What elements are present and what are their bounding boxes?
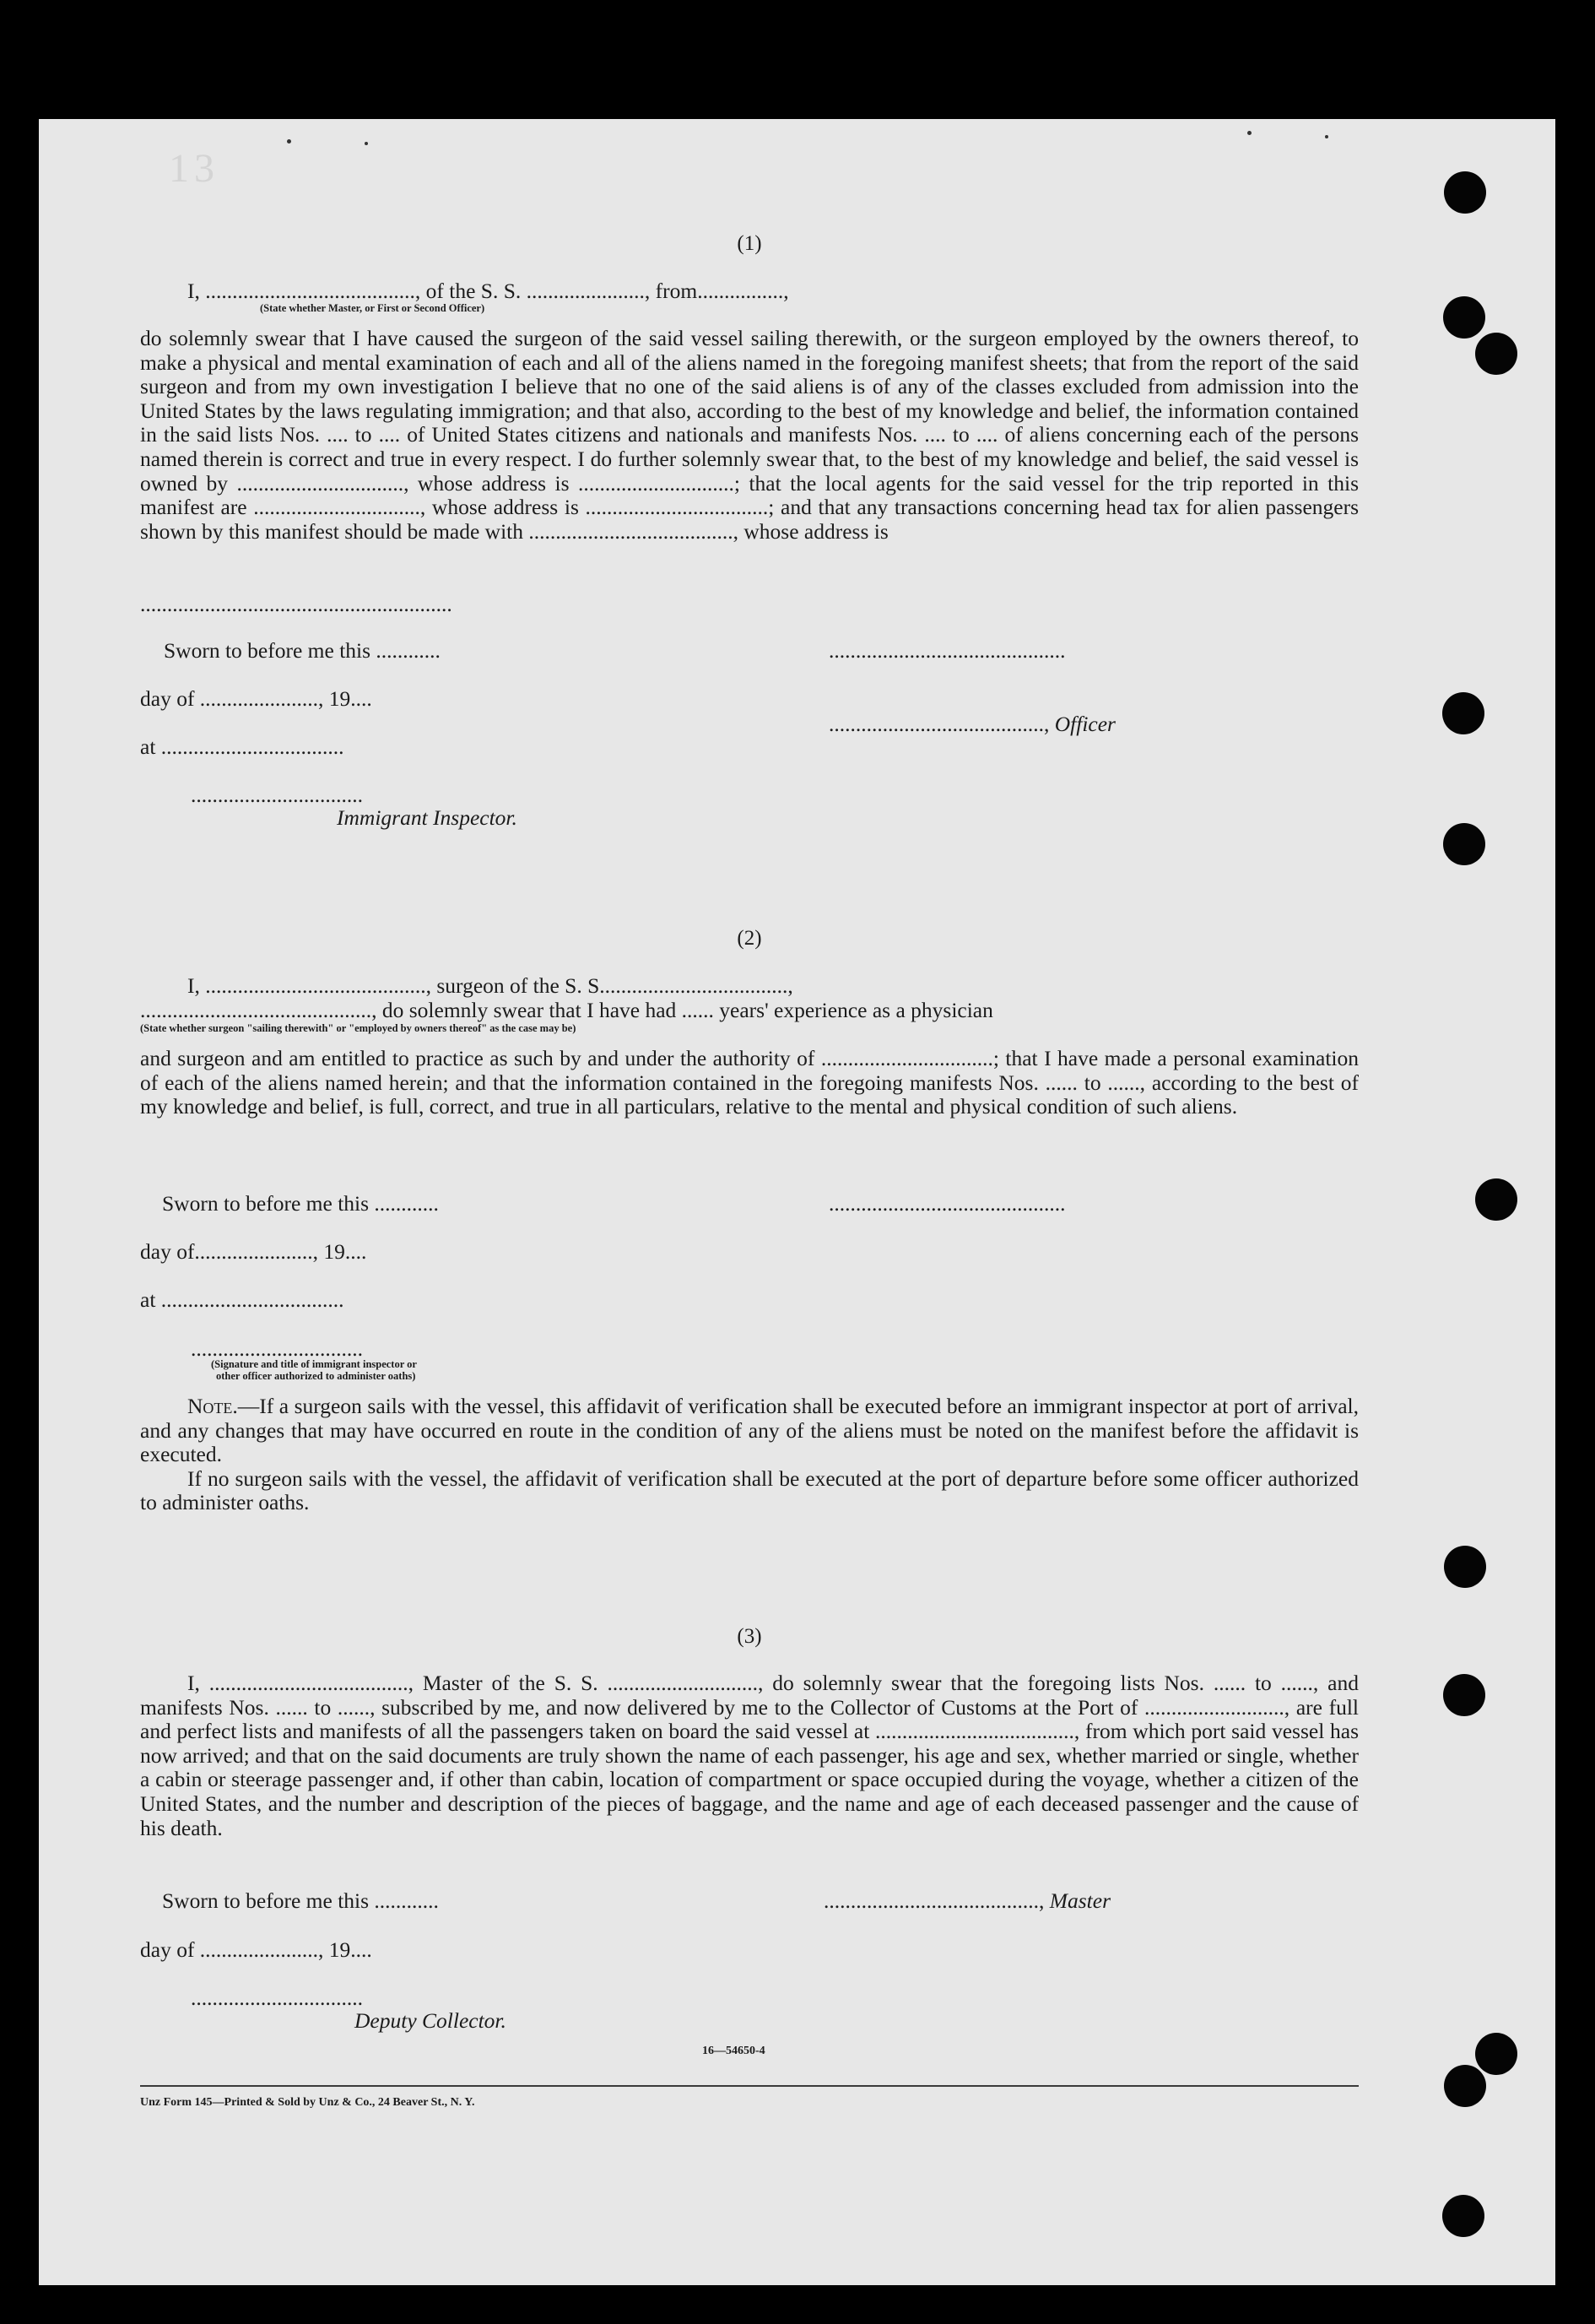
binder-hole-3	[1475, 333, 1517, 375]
scan-speck	[287, 139, 291, 144]
binder-hole-11	[1442, 2195, 1484, 2237]
binder-hole-2	[1443, 296, 1485, 339]
binder-hole-10	[1444, 2065, 1486, 2107]
affidavit2-body: and surgeon and am entitled to practice as such by and under the authority of ................................; that I have made a personal examination of each of the aliens named herein; and that the information contained in the foregoing manifests Nos. ...... to ......, according to the best of my knowledge and belief, is full, correct, and true in all particulars, relative to the mental and physical condition of such aliens.	[140, 1046, 1359, 1119]
at-line-2: at ..................................	[140, 1287, 344, 1312]
collector-label: Deputy Collector.	[354, 2008, 506, 2033]
sworn-line-3: Sworn to before me this ............	[162, 1888, 439, 1913]
scan-speck	[365, 142, 368, 145]
day-of-line-3: day of ......................, 19....	[140, 1937, 372, 1962]
sworn-line-2: Sworn to before me this ............	[162, 1191, 439, 1216]
master-label: Master	[1049, 1888, 1111, 1913]
binder-hole-9	[1475, 2033, 1517, 2075]
at-line-1: at ..................................	[140, 734, 344, 759]
binder-hole-7	[1444, 1546, 1486, 1588]
scan-speck	[1325, 135, 1328, 138]
binder-hole-4	[1442, 692, 1484, 734]
surgeon-note-paragraph: Note.—If a surgeon sails with the vessel, this affidavit of verification shall be executed before an immigrant inspector at port of arrival, and any changes that may have occurred en route in the condition of any of the aliens must be noted on the manifest before the affidavit is executed. If no surgeon sails with the vessel, the affidavit of verification shall be executed at the port of departure before some officer authorized to administer oaths.	[140, 1394, 1359, 1515]
section-number-1: (1)	[737, 232, 762, 255]
collector-dots: ................................	[191, 1985, 363, 2010]
sworn-line-1: Sworn to before me this ............	[164, 638, 441, 663]
binder-hole-6	[1475, 1178, 1517, 1221]
signature-line-2: ................................	[191, 1336, 363, 1361]
inspector-dots: ................................	[191, 783, 363, 807]
form-number: 16—54650-4	[702, 2045, 765, 2057]
affidavit1-body-end: ..........................................................	[140, 592, 452, 616]
footer-rule	[140, 2085, 1359, 2087]
signature-note-line-1: (Signature and title of immigrant inspector or	[211, 1358, 417, 1370]
signature-dots-1: ............................................	[829, 638, 1066, 663]
officer-label: Officer	[1054, 712, 1116, 736]
affidavit2-line1: I, ........................................., surgeon of the S. S...................................,	[187, 973, 793, 998]
officer-note: (State whether Master, or First or Second Officer)	[260, 302, 485, 314]
binder-hole-5	[1443, 823, 1485, 865]
section-number-2: (2)	[737, 927, 762, 950]
signature-dots-2: ............................................	[829, 1191, 1066, 1216]
printer-footer: Unz Form 145—Printed & Sold by Unz & Co., 24 Beaver St., N. Y.	[140, 2096, 475, 2109]
officer-line: ........................................, Officer	[829, 712, 1116, 736]
binder-hole-8	[1443, 1674, 1485, 1716]
signature-note-line-2: other officer authorized to administer oaths)	[216, 1370, 416, 1382]
day-of-line-2: day of......................, 19....	[140, 1239, 367, 1264]
affidavit3-body: I, ....................................., Master of the S. S. ............................, do solemnly swear that the foregoing lists Nos. ...... to ......, and manifests Nos. ...... to ......, subscribed by me, and now delivered by me to the Collector of Customs at the Port of .........................., are full and perfect lists and manifests of all the passengers taken on board the said vessel at ....................................., from which port said vessel has now arrived; and that on the said documents are truly shown the name of each passenger, his age and sex, whether married or single, whether a cabin or steerage passenger and, if other than cabin, location of compartment or space occupied during the voyage, whether a citizen of the United States, and the number and description of the pieces of baggage, and the name and age of each deceased passenger and the cause of his death.	[140, 1671, 1359, 1840]
master-line: ........................................, Master	[824, 1888, 1111, 1913]
day-of-line-1: day of ......................, 19....	[140, 686, 372, 711]
affidavit1-line1: I, ......................................., of the S. S. ......................, from................,	[187, 279, 789, 303]
faint-page-mark: 13	[169, 146, 219, 191]
affidavit2-line2: ..........................................., do solemnly swear that I have had ...... years' experience as a physician	[140, 998, 993, 1022]
affidavit1-body: do solemnly swear that I have caused the surgeon of the said vessel sailing therewith, or the surgeon employed by the owners thereof, to make a physical and mental examination of each and all of the aliens named in the foregoing manifest sheets; that from the report of the said surgeon and from my own investigation I believe that no one of the said aliens is of any of the classes excluded from admission into the United States by the laws regulating immigration; and that also, according to the best of my knowledge and belief, the information contained in the said lists Nos. .... to .... of United States citizens and nationals and manifests Nos. .... to .... of aliens concerning each of the persons named therein is correct and true in every respect. I do further solemnly swear that, to the best of my knowledge and belief, the said vessel is owned by ..............................., whose address is .............................; that the local agents for the said vessel for the trip reported in this manifest are ..............................., whose address is ..................................; and that any transactions concerning head tax for alien passengers shown by this manifest should be made with ......................................, whose address is	[140, 326, 1359, 544]
section-number-3: (3)	[737, 1625, 762, 1648]
inspector-label: Immigrant Inspector.	[337, 805, 517, 830]
binder-hole-1	[1444, 171, 1486, 214]
note-label: Note.	[187, 1394, 238, 1418]
surgeon-note: (State whether surgeon "sailing therewith" or "employed by owners thereof" as the case may be)	[140, 1022, 576, 1034]
scan-speck	[1247, 131, 1252, 135]
